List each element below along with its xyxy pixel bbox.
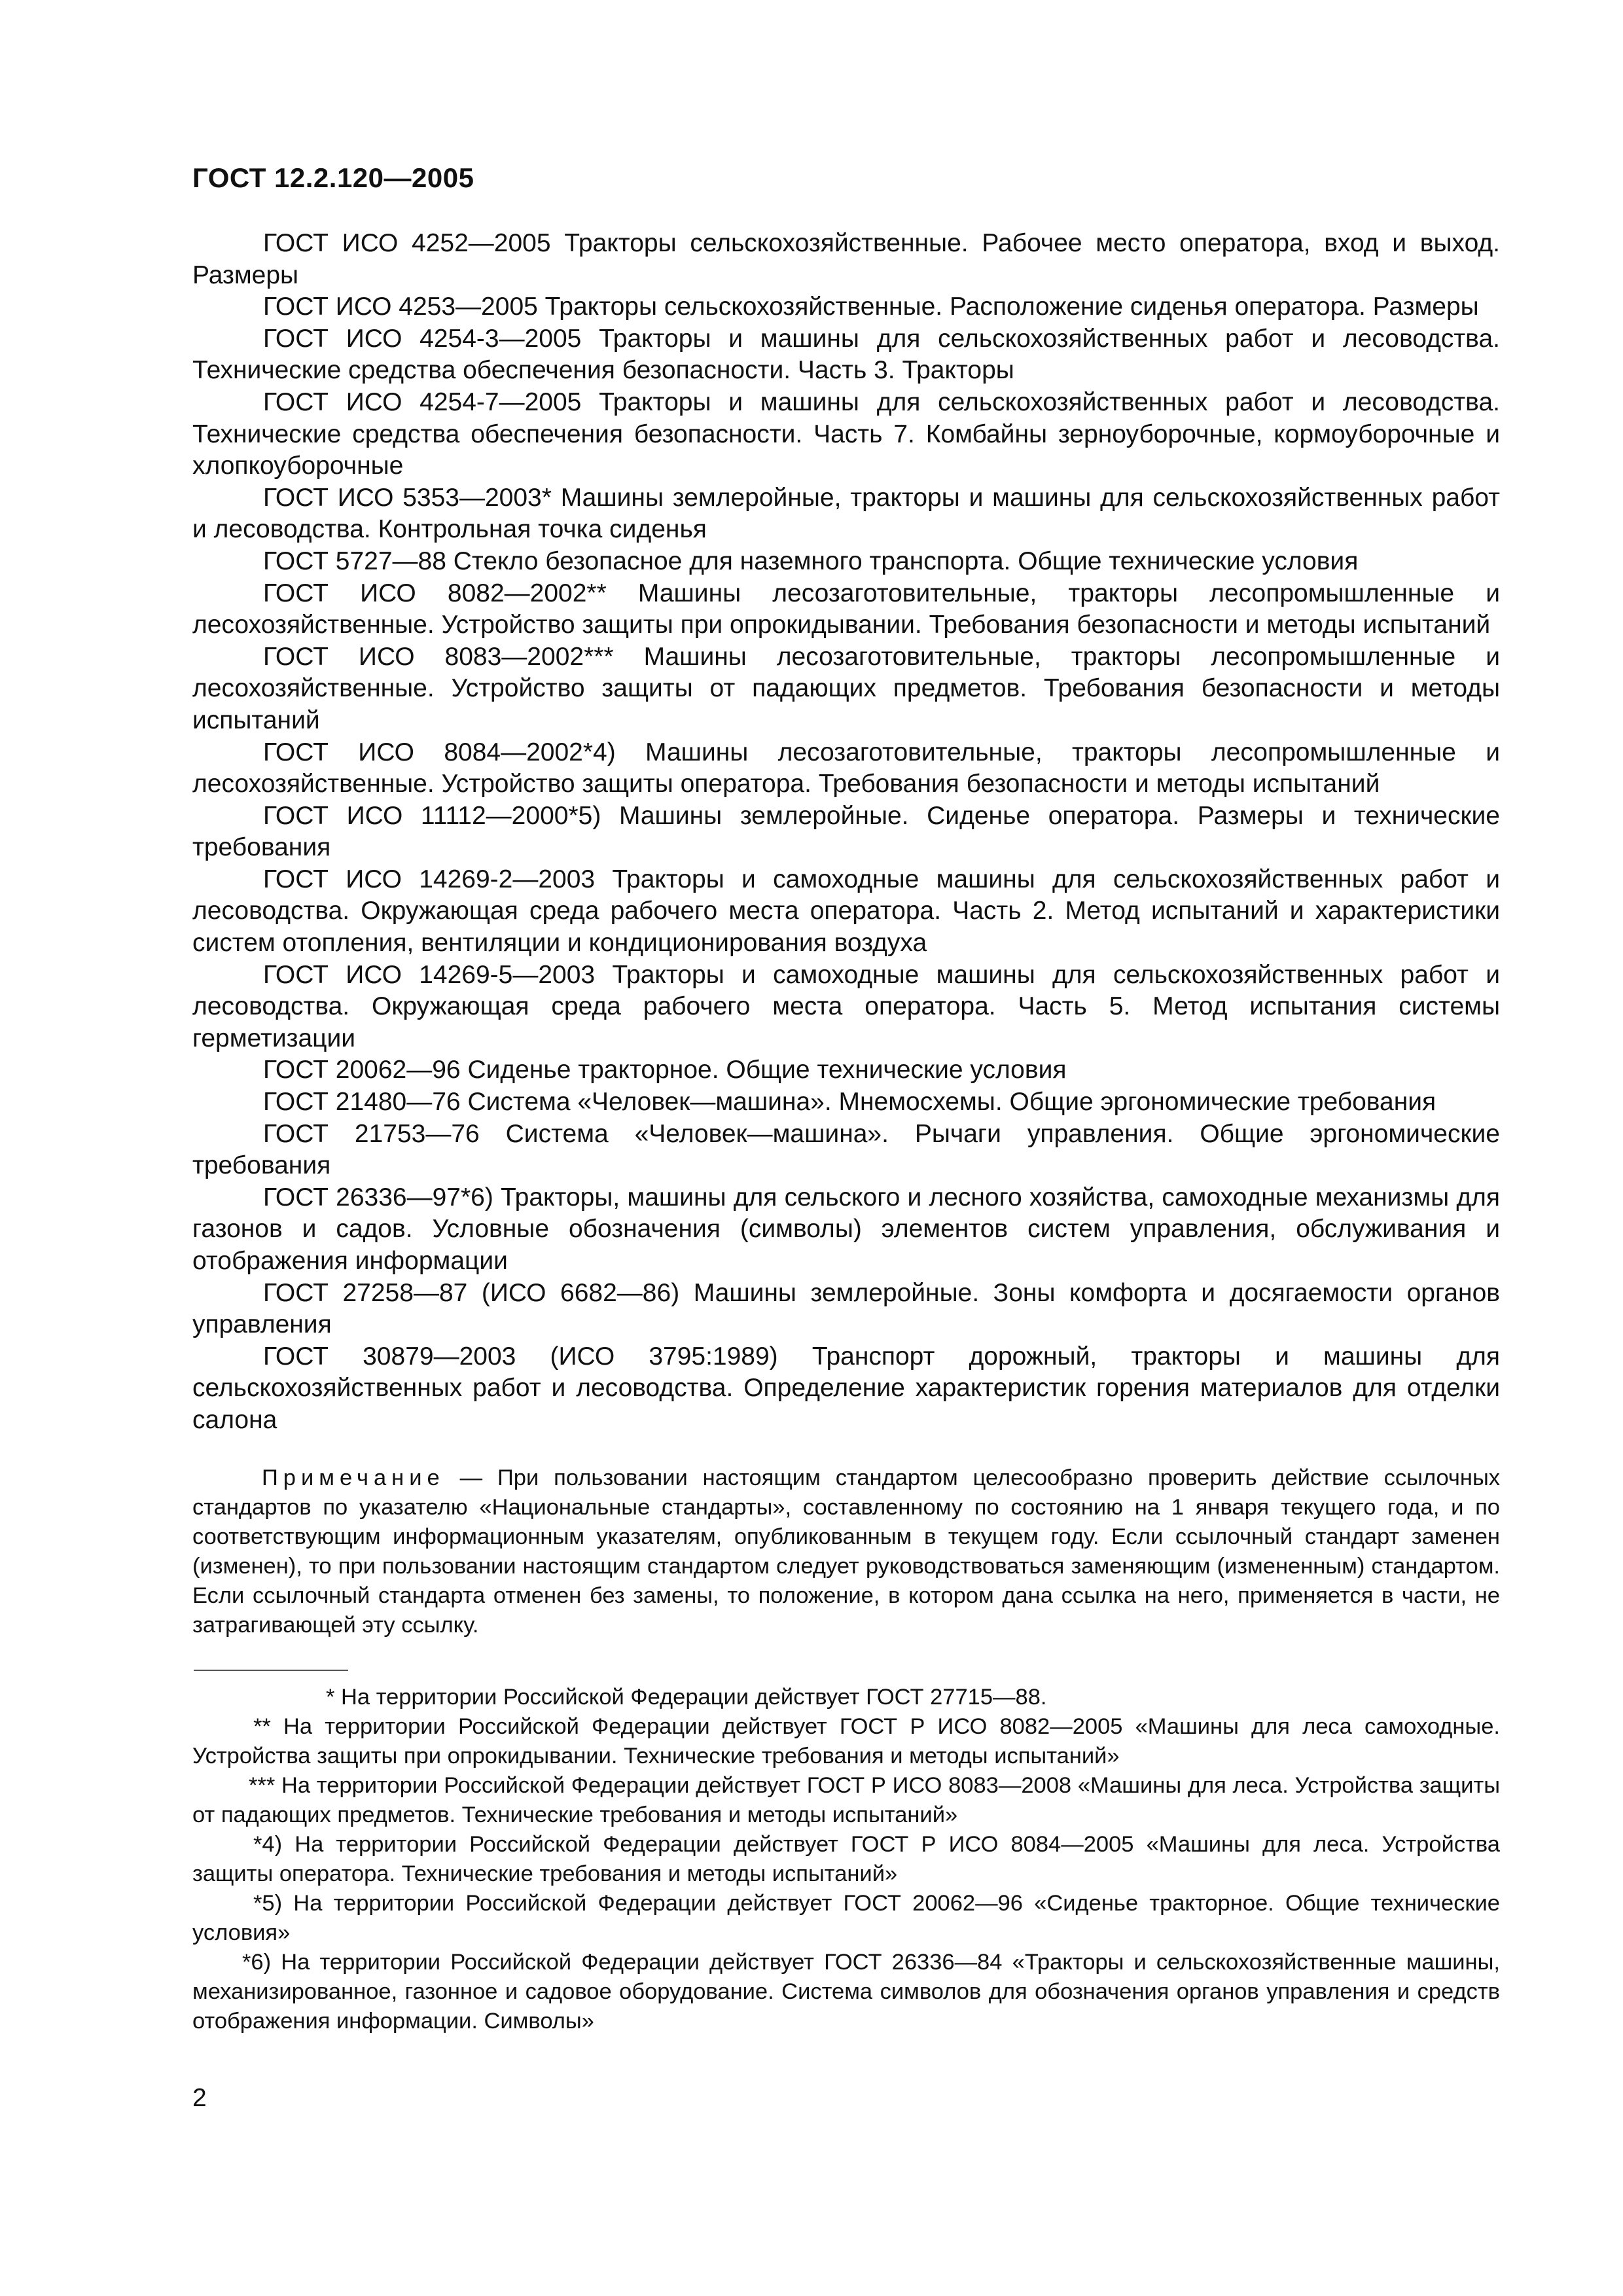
reference-item: ГОСТ ИСО 5353—2003* Машины землеройные, тракторы и машины для сельскохозяйственных работ и лесоводства. Контрольная точка сиденья	[192, 483, 1500, 544]
footnote-divider	[194, 1670, 348, 1671]
page-number: 2	[192, 2084, 207, 2112]
document-code-header: ГОСТ 12.2.120—2005	[192, 162, 474, 193]
reference-item: ГОСТ ИСО 4252—2005 Тракторы сельскохозяйственные. Рабочее место оператора, вход и выход. Размеры	[192, 229, 1500, 289]
reference-item: ГОСТ 20062—96 Сиденье тракторное. Общие технические условия	[263, 1056, 1067, 1085]
reference-item: ГОСТ ИСО 14269-2—2003 Тракторы и самоходные машины для сельскохозяйственных работ и лесоводства. Окружающая среда рабочего места оператора. Часть 2. Метод испытаний и характеристики систем отопления, вентиляции и кондиционирования воздуха	[192, 865, 1500, 958]
reference-item: ГОСТ ИСО 14269-5—2003 Тракторы и самоходные машины для сельскохозяйственных работ и лесоводства. Окружающая среда рабочего места оператора. Часть 5. Метод испытания системы герметизации	[192, 960, 1500, 1052]
reference-item: ГОСТ 21480—76 Система «Человек—машина». Мнемосхемы. Общие эргономические требования	[263, 1088, 1436, 1117]
reference-item: ГОСТ ИСО 4254-3—2005 Тракторы и машины для сельскохозяйственных работ и лесоводства. Технические средства обеспечения безопасности. Часть 3. Тракторы	[192, 324, 1500, 385]
footnote-item: *6) На территории Российской Федерации действует ГОСТ 26336—84 «Тракторы и сельскохозяйственные машины, механизированное, газонное и садовое оборудование. Система символов для обозначения органов управления и средств отображения информации. Символы»	[192, 1950, 1500, 2034]
reference-item: ГОСТ ИСО 4254-7—2005 Тракторы и машины для сельскохозяйственных работ и лесоводства. Технические средства обеспечения безопасности. Часть 7. Комбайны зерноуборочные, кормоуборочные и хлопкоуборочные	[192, 387, 1500, 480]
reference-item: ГОСТ 27258—87 (ИСО 6682—86) Машины землеройные. Зоны комфорта и досягаемости органов управления	[192, 1278, 1500, 1339]
reference-item: ГОСТ 26336—97*6) Тракторы, машины для сельского и лесного хозяйства, самоходные механизмы для газонов и садов. Условные обозначения (символы) элементов систем управления, обслуживания и отображения информации	[192, 1183, 1500, 1275]
reference-item: ГОСТ ИСО 8083—2002*** Машины лесозаготовительные, тракторы лесопромышленные и лесохозяйственные. Устройство защиты от падающих предметов. Требования безопасности и методы испытаний	[192, 642, 1500, 734]
footnote-item: *** На территории Российской Федерации действует ГОСТ Р ИСО 8083—2008 «Машины для леса. Устройства защиты от падающих предметов. Технические требования и методы испытаний»	[192, 1773, 1500, 1827]
reference-item: ГОСТ ИСО 4253—2005 Тракторы сельскохозяйственные. Расположение сиденья оператора. Размеры	[263, 293, 1479, 321]
reference-item: ГОСТ ИСО 8082—2002** Машины лесозаготовительные, тракторы лесопромышленные и лесохозяйственные. Устройство защиты при опрокидывании. Требования безопасности и методы испытаний	[192, 579, 1500, 639]
footnote-item: *5) На территории Российской Федерации действует ГОСТ 20062—96 «Сиденье тракторное. Общие технические условия»	[192, 1891, 1500, 1945]
reference-item: ГОСТ 30879—2003 (ИСО 3795:1989) Транспорт дорожный, тракторы и машины для сельскохозяйственных работ и лесоводства. Определение характеристик горения материалов для отделки салона	[192, 1342, 1500, 1434]
footnotes-list	[192, 1683, 1500, 2036]
reference-item: ГОСТ 21753—76 Система «Человек—машина». Рычаги управления. Общие эргономические требования	[192, 1119, 1500, 1180]
reference-item: ГОСТ 5727—88 Стекло безопасное для наземного транспорта. Общие технические условия	[263, 547, 1359, 575]
note-block	[192, 1463, 1500, 1640]
footnote-item: ** На территории Российской Федерации действует ГОСТ Р ИСО 8082—2005 «Машины для леса самоходные. Устройства защиты при опрокидывании. Технические требования и методы испытаний»	[192, 1714, 1500, 1768]
reference-item: ГОСТ ИСО 11112—2000*5) Машины землеройные. Сиденье оператора. Размеры и технические требования	[192, 801, 1500, 862]
normative-references-list	[192, 228, 1500, 1437]
footnote-item: *4) На территории Российской Федерации действует ГОСТ Р ИСО 8084—2005 «Машины для леса. Устройства защиты оператора. Технические требования и методы испытаний»	[192, 1832, 1500, 1886]
note-label: Примечание	[262, 1465, 445, 1490]
note-text: — При пользовании настоящим стандартом целесообразно проверить действие ссылочных стандартов по указателю «Национальные стандарты», составленному по состоянию на 1 января текущего года, и по соответствующим информационным указателям, опубликованным в текущем году. Если ссылочный стандарт заменен (изменен), то при пользовании настоящим стандартом следует руководствоваться заменяющим (измененным) стандартом. Если ссылочный стандарта отменен без замены, то положение, в котором дана ссылка на него, применяется в части, не затрагивающей эту ссылку.	[192, 1465, 1500, 1638]
reference-item: ГОСТ ИСО 8084—2002*4) Машины лесозаготовительные, тракторы лесопромышленные и лесохозяйственные. Устройство защиты оператора. Требования безопасности и методы испытаний	[192, 738, 1500, 798]
footnote-item: * На территории Российской Федерации действует ГОСТ 27715—88.	[326, 1685, 1047, 1710]
note-paragraph	[192, 1463, 1500, 1640]
